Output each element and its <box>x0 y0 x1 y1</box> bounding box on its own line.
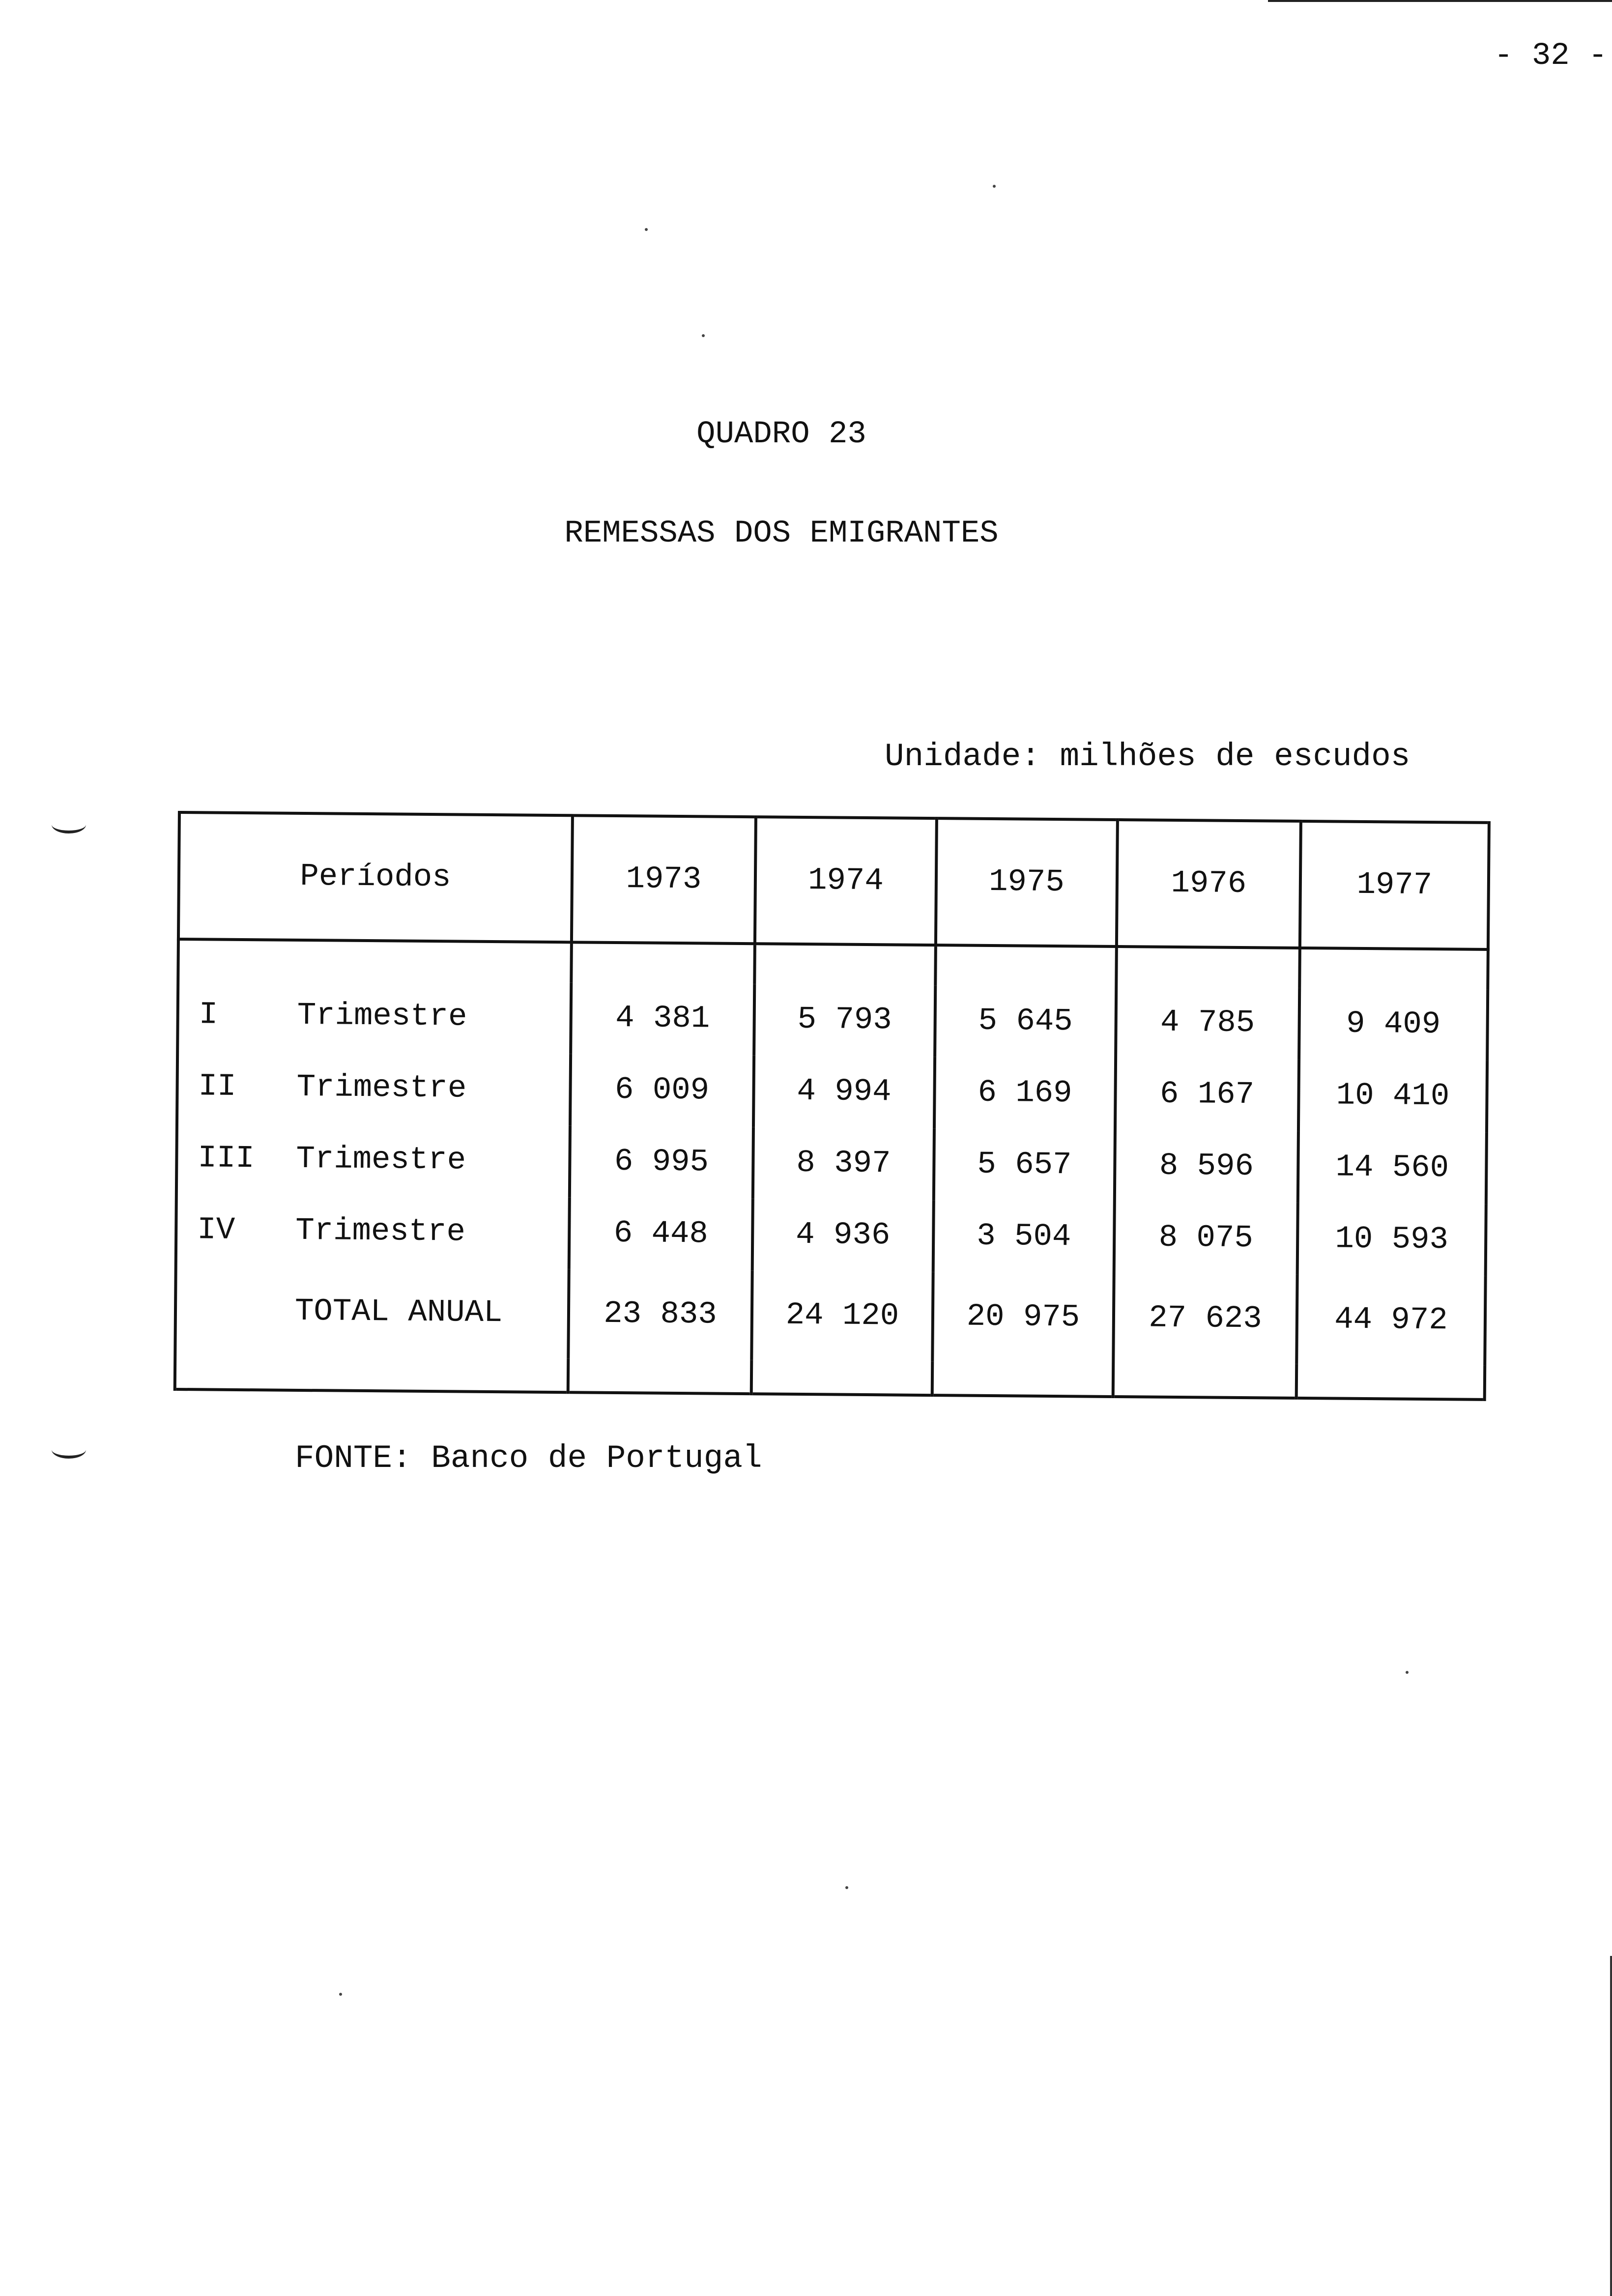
header-year: 1976 <box>1117 820 1301 948</box>
page-edge-right <box>1610 1956 1612 2296</box>
value-cell: 6 169 <box>934 1057 1116 1130</box>
value-cell: 10 593 <box>1297 1203 1486 1276</box>
total-value-cell: 24 120 <box>751 1270 933 1362</box>
header-year: 1977 <box>1300 821 1489 949</box>
value-cell: 6 995 <box>570 1125 753 1199</box>
quarter-label: Trimestre <box>295 1213 466 1250</box>
value-cell: 10 410 <box>1298 1060 1487 1133</box>
scan-speck <box>645 228 648 231</box>
total-label-cell <box>175 1266 569 1359</box>
header-periodos: Períodos <box>178 812 573 942</box>
quarter-roman: I <box>199 997 218 1033</box>
remittances-table <box>173 811 1491 1401</box>
value-cell: 4 381 <box>571 982 754 1056</box>
value-cell: 3 504 <box>933 1200 1115 1273</box>
header-year: 1974 <box>755 817 937 945</box>
value-cell: 4 785 <box>1116 987 1299 1060</box>
period-cell <box>176 1122 570 1197</box>
scan-speck <box>1406 1671 1409 1674</box>
value-cell: 4 936 <box>752 1199 934 1272</box>
total-value-cell: 20 975 <box>932 1272 1114 1363</box>
unit-note: Unidade: milhões de escudos <box>885 738 1410 775</box>
scan-speck <box>993 185 996 188</box>
value-cell: 6 167 <box>1115 1058 1299 1131</box>
table-subtitle: REMESSAS DOS EMIGRANTES <box>564 516 999 551</box>
header-year: 1975 <box>936 818 1118 947</box>
quarter-label: Trimestre <box>296 1141 466 1178</box>
table-title: QUADRO 23 <box>696 417 866 452</box>
total-value-cell: 27 623 <box>1113 1273 1297 1365</box>
value-cell: 8 596 <box>1115 1130 1298 1203</box>
remittances-table-wrapper <box>173 811 1488 1401</box>
total-row <box>175 1266 1485 1366</box>
period-cell <box>177 1051 571 1125</box>
quarter-roman: III <box>198 1141 255 1177</box>
value-cell: 8 397 <box>753 1127 934 1200</box>
quarter-label: Trimestre <box>297 998 467 1035</box>
total-label: TOTAL ANUAL <box>294 1293 503 1331</box>
value-cell: 5 645 <box>935 985 1116 1059</box>
value-cell: 5 793 <box>754 984 935 1057</box>
header-row <box>178 812 1489 949</box>
table-row <box>176 1194 1486 1276</box>
value-cell: 8 075 <box>1114 1202 1298 1275</box>
scan-speck <box>339 1993 342 1996</box>
total-value-cell: 23 833 <box>568 1269 752 1360</box>
page-number: - 32 - <box>1494 38 1608 74</box>
quarter-label: Trimestre <box>296 1070 467 1107</box>
period-cell <box>176 1194 570 1269</box>
value-cell: 14 560 <box>1298 1131 1487 1205</box>
quarter-roman: II <box>198 1069 236 1105</box>
value-cell: 9 409 <box>1299 988 1488 1062</box>
page-edge-top <box>1268 0 1612 2</box>
value-cell: 4 994 <box>753 1056 935 1129</box>
binding-mark <box>52 1441 86 1459</box>
table-row <box>176 1122 1487 1205</box>
source-note: FONTE: Banco de Portugal <box>295 1440 762 1477</box>
value-cell: 6 448 <box>569 1197 753 1270</box>
quarter-roman: IV <box>197 1212 235 1248</box>
value-cell: 5 657 <box>934 1128 1115 1202</box>
scan-speck <box>845 1886 848 1889</box>
table-row <box>177 979 1488 1062</box>
table-row <box>177 1051 1487 1133</box>
period-cell <box>177 979 571 1054</box>
header-year: 1973 <box>572 815 756 944</box>
value-cell: 6 009 <box>570 1054 754 1127</box>
total-value-cell: 44 972 <box>1296 1275 1485 1366</box>
binding-mark <box>52 816 86 833</box>
scan-speck <box>702 334 705 337</box>
